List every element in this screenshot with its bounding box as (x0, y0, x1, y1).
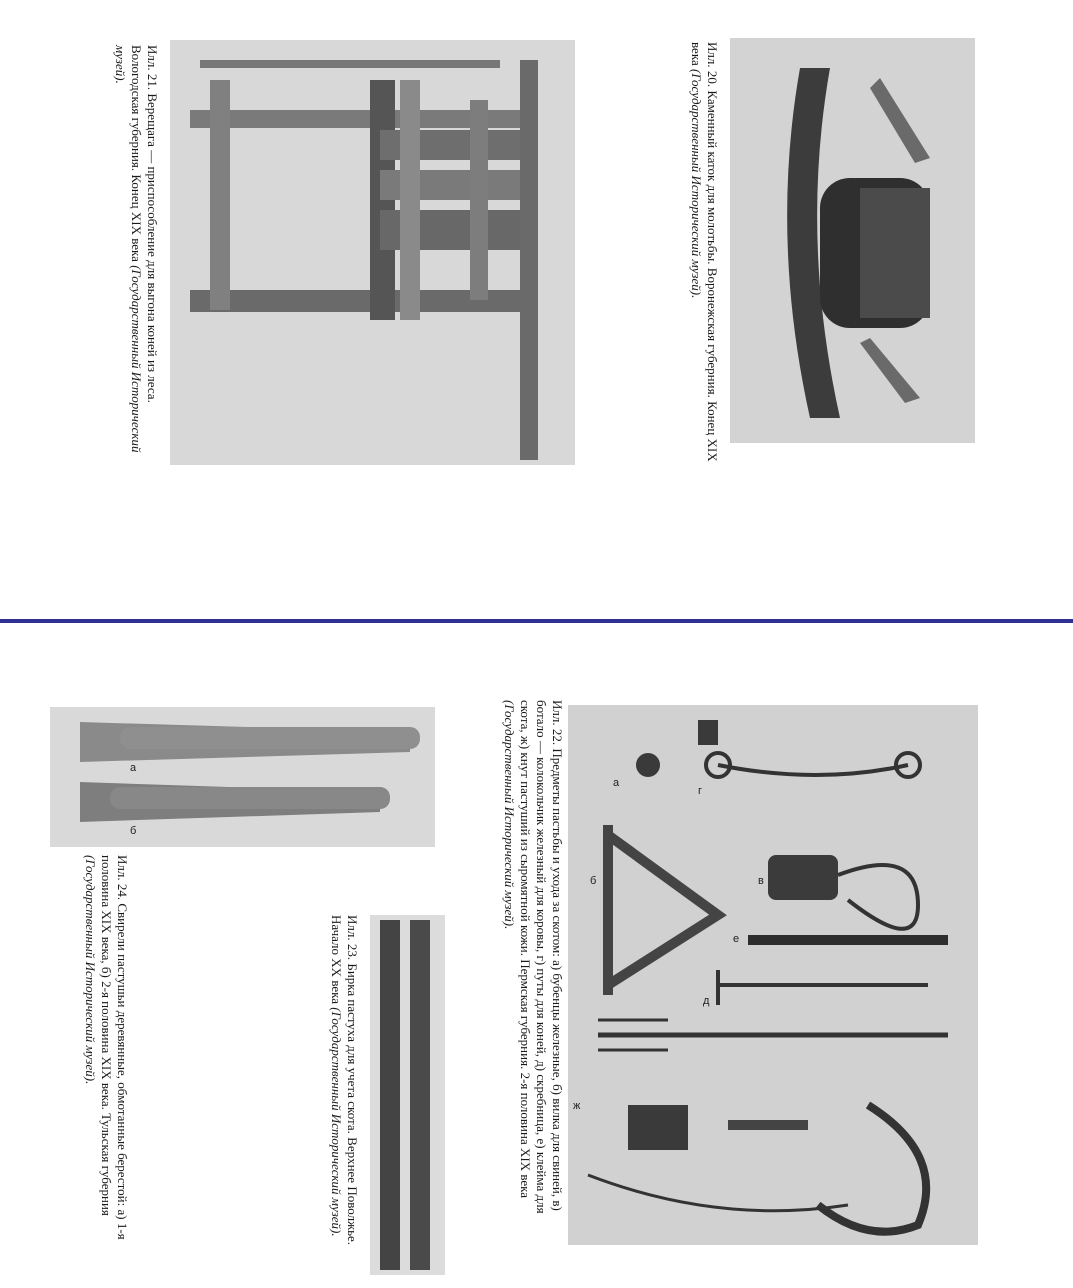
ill24-source: (Государственный Исторический музей). (83, 855, 98, 1085)
ill22-label-e: е (733, 933, 740, 945)
ill20-caption (655, 42, 720, 462)
ill22-label-d: д (703, 995, 710, 1007)
ill22-label-v: в (758, 875, 764, 887)
ill21-source: (Государственный Исторический музей). (113, 45, 144, 453)
ill22-image (568, 705, 978, 1245)
ill22-source: (Государственный Исторический музей). (502, 700, 517, 930)
ill21-caption-text: Илл. 21. Верещага — приспособление для выгона коней из леса. Вологодская губерния. Конец XIX века (129, 45, 160, 403)
ill24-label-a: а (130, 762, 137, 774)
ill21-image (170, 40, 575, 465)
ill20-source: (Государственный Исторический музей). (689, 68, 704, 299)
ill24-caption (60, 855, 130, 1275)
ill23-image (370, 915, 445, 1275)
page-divider (0, 619, 1073, 623)
ill24-label-b: б (130, 825, 137, 837)
ill20-photo (730, 38, 975, 443)
ill23-caption (300, 915, 360, 1255)
ill21-photo (170, 40, 575, 465)
ill21-caption (100, 45, 160, 465)
ill23-photo (370, 915, 445, 1275)
ill22-caption (475, 700, 565, 1240)
ill22-caption-text: Илл. 22. Предметы пастьбы и ухода за скотом: а) бубенцы железные, б) вилка для свиней, в) ботало — колокольчик железный для коровы, г) путы для коней, д) скребница, е) клейма для скота, ж) кнут пастуший из сыромятной кожи. Пермская губерния. 2-я половина XIX века (518, 700, 565, 1214)
ill22-label-zh: ж (573, 1100, 581, 1112)
ill22-photo (568, 705, 978, 1245)
top-page (0, 0, 1073, 620)
ill24-caption-text: Илл. 24. Свирели пастушьи деревянные, обмотанные берестой: а) 1-я половина XIX века, б) 2-я половина XIX века. Тульская губерния (99, 855, 130, 1240)
ill23-source: (Государственный Исторический музей). (329, 1007, 344, 1237)
ill22-label-b: б (590, 875, 597, 887)
ill23-caption-text: Илл. 23. Бирка пастуха для учета скота. Верхнее Поволжье. Начало XX века (329, 915, 360, 1246)
bottom-page (0, 625, 1073, 1288)
ill24-photo (50, 707, 435, 847)
ill22-label-g: г (698, 785, 703, 797)
ill22-label-a: а (613, 777, 620, 789)
ill24-image (50, 707, 435, 847)
ill20-image (730, 38, 975, 443)
ill20-caption-text: Илл. 20. Каменный каток для молотьбы. Воронежская губерния. Конец XIX века (689, 42, 720, 462)
